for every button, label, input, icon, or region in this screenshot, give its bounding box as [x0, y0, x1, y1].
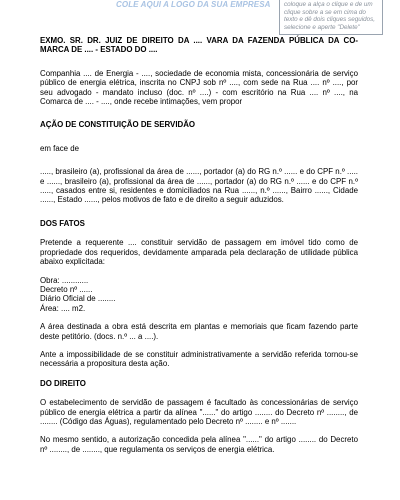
- facts-heading: DOS FATOS: [40, 218, 85, 228]
- list-item: Obra: ............: [40, 275, 89, 285]
- facts-list: [40, 276, 358, 314]
- parties-paragraph: ....., brasileiro (a), profissional da área de ......, portador (a) do RG n.º ...... e do CPF n.º ..... e ......, brasileiro (a), profissional da área de ......, portador (a) do RG n.º ...... e do CPF n.º ....., casados entre si, residentes e domiciliados na Rua ......, n.º ......, Bairro ......, Cidade ......, Estado ......, pelos motivos de fato e de direito a seguir aduzidos.: [40, 167, 358, 205]
- page-header: [0, 0, 400, 31]
- list-item: Decreto nº ......: [40, 284, 93, 294]
- list-item: Diário Oficial de ........: [40, 294, 116, 304]
- law-paragraph-1: O estabelecimento de servidão de passagem é facultado às concessionárias de serviço público de energia elétrica a partir da alínea "......" do artigo ........ do Decreto nº ........, de ........ (Código das Águas), regulamentado pelo Decreto nº ........ e nº .......: [40, 398, 358, 426]
- court-address: EXMO. SR. DR. JUIZ DE DIREITO DA .... VARA DA FAZENDA PÚBLICA DA CO-MARCA DE .... - ESTADO DO ....: [40, 36, 358, 55]
- intro-paragraph: Companhia .... de Energia - ...., sociedade de economia mista, concessionária de serviço público de energia elétrica, inscrita no CNPJ sob nº ...., com sede na Rua .... nº ...., por seu advogado - mandato incluso (doc. nº ....) - com escritório na Rua .... nº ...., na Comarca de .... - ...., onde recebe intimações, vem propor: [40, 68, 358, 107]
- petition-document: [40, 36, 358, 454]
- em-face-text: em face de: [40, 143, 80, 153]
- facts-paragraph-1: Pretende a requerente .... constituir servidão de passagem em imóvel tido como de propriedade dos requeridos, devidamente amparada pela declaração de utilidade pública abaixo explicitada:: [40, 238, 358, 267]
- facts-paragraph-2: A área destinada a obra está descrita em plantas e memoriais que ficam fazendo parte deste petitório. (docs. n.º ... a ....).: [40, 322, 358, 341]
- facts-paragraph-3: Ante a impossibilidade de se constituir administrativamente a servidão referida tornou-se necessária a propositura desta ação.: [40, 349, 358, 369]
- law-heading: DO DIREITO: [40, 378, 86, 388]
- action-title: AÇÃO DE CONSTITUIÇÃO DE SERVIDÃO: [40, 120, 196, 130]
- list-item: Área: .... m2.: [40, 303, 86, 313]
- instruction-note[interactable]: coloque a alça o clique e de um clique sobre a se em cima do texto e dê dois cliques seguidos, selecione e aperte "Delete": [279, 0, 383, 35]
- law-paragraph-2: No mesmo sentido, a autorização concedida pela alínea "......" do artigo ........ do Decreto nº ........, de ........, que regulamenta os serviços de energia elétrica.: [40, 435, 358, 454]
- logo-placeholder: COLE AQUI A LOGO DA SUA EMPRESA: [116, 0, 271, 9]
